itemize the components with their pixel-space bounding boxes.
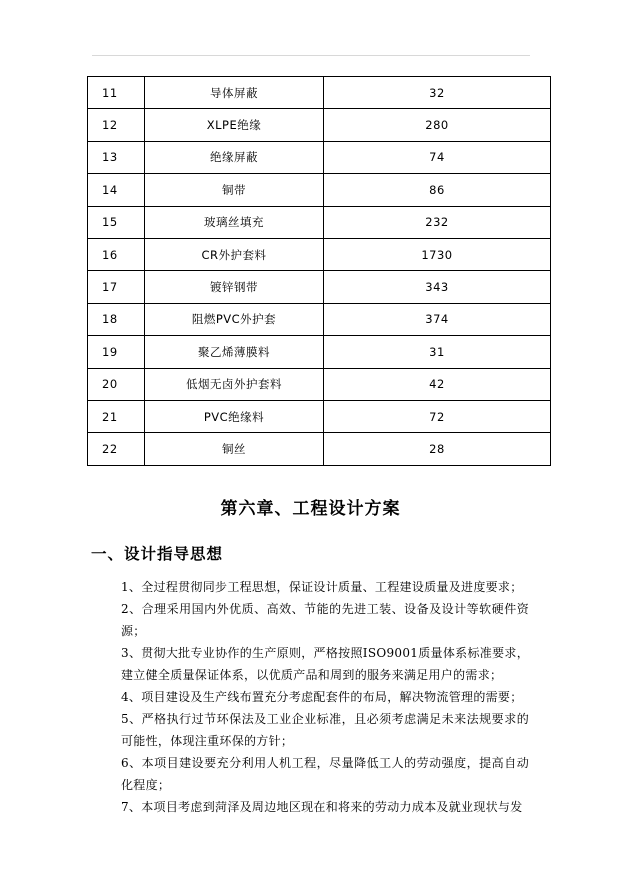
table-body [88, 77, 551, 466]
row-number: 22 [88, 433, 145, 465]
material-name: 玻璃丝填充 [145, 206, 324, 238]
paragraph-text: 7、本项目考虑到菏泽及周边地区现在和将来的劳动力成本及就业现状与发 [121, 800, 523, 814]
paragraph-text: 1、全过程贯彻同步工程思想，保证设计质量、工程建设质量及进度要求； [121, 580, 523, 594]
material-value: 72 [324, 400, 551, 432]
paragraph-text: 5、严格执行过节环保法及工业企业标准，且必须考虑满足未来法规要求的可能性，体现注重环保的方针； [121, 712, 529, 748]
table-row [88, 400, 551, 432]
material-value: 32 [324, 77, 551, 109]
material-name: 聚乙烯薄膜料 [145, 336, 324, 368]
row-number: 13 [88, 141, 145, 173]
material-name: 绝缘屏蔽 [145, 141, 324, 173]
table-row [88, 238, 551, 270]
material-value: 31 [324, 336, 551, 368]
material-name: 导体屏蔽 [145, 77, 324, 109]
material-value: 343 [324, 271, 551, 303]
material-name: 阻燃PVC外护套 [145, 303, 324, 335]
paragraph-text: 3、贯彻大批专业协作的生产原则，严格按照ISO9001质量体系标准要求，建立健全质量保证体系，以优质产品和周到的服务来满足用户的需求； [121, 646, 529, 682]
table-row [88, 206, 551, 238]
row-number: 11 [88, 77, 145, 109]
table-row [88, 368, 551, 400]
paragraph-7 [91, 796, 529, 818]
paragraph-2 [91, 598, 529, 642]
material-name: CR外护套料 [145, 238, 324, 270]
row-number: 12 [88, 109, 145, 141]
paragraph-1 [91, 576, 529, 598]
row-number: 21 [88, 400, 145, 432]
row-number: 19 [88, 336, 145, 368]
material-name: 铜丝 [145, 433, 324, 465]
row-number: 15 [88, 206, 145, 238]
material-value: 42 [324, 368, 551, 400]
material-name: XLPE绝缘 [145, 109, 324, 141]
row-number: 14 [88, 174, 145, 206]
row-number: 18 [88, 303, 145, 335]
row-number: 20 [88, 368, 145, 400]
material-name: 铜带 [145, 174, 324, 206]
row-number: 17 [88, 271, 145, 303]
materials-table [87, 76, 533, 466]
material-name: PVC绝缘料 [145, 400, 324, 432]
material-value: 374 [324, 303, 551, 335]
material-value: 232 [324, 206, 551, 238]
material-value: 1730 [324, 238, 551, 270]
paragraph-text: 2、合理采用国内外优质、高效、节能的先进工装、设备及设计等软硬件资源； [121, 602, 529, 638]
paragraph-text: 6、本项目建设要充分利用人机工程，尽量降低工人的劳动强度，提高自动化程度； [121, 756, 529, 792]
paragraph-3 [91, 642, 529, 686]
material-name: 低烟无卤外护套料 [145, 368, 324, 400]
paragraph-6 [91, 752, 529, 796]
paragraph-4 [91, 686, 529, 708]
chapter-title: 第六章、工程设计方案 [220, 499, 401, 519]
table-row [88, 77, 551, 109]
header-rule [92, 55, 530, 56]
table-row [88, 271, 551, 303]
table-row [88, 174, 551, 206]
section-title: 一、设计指导思想 [91, 544, 224, 563]
paragraph-text: 4、项目建设及生产线布置充分考虑配套件的布局，解决物流管理的需要； [121, 690, 523, 704]
material-name: 镀锌钢带 [145, 271, 324, 303]
table-row [88, 433, 551, 465]
row-number: 16 [88, 238, 145, 270]
material-value: 74 [324, 141, 551, 173]
table-row [88, 141, 551, 173]
table-row [88, 303, 551, 335]
material-value: 86 [324, 174, 551, 206]
paragraph-5 [91, 708, 529, 752]
material-value: 28 [324, 433, 551, 465]
table-row [88, 109, 551, 141]
material-value: 280 [324, 109, 551, 141]
table-row [88, 336, 551, 368]
